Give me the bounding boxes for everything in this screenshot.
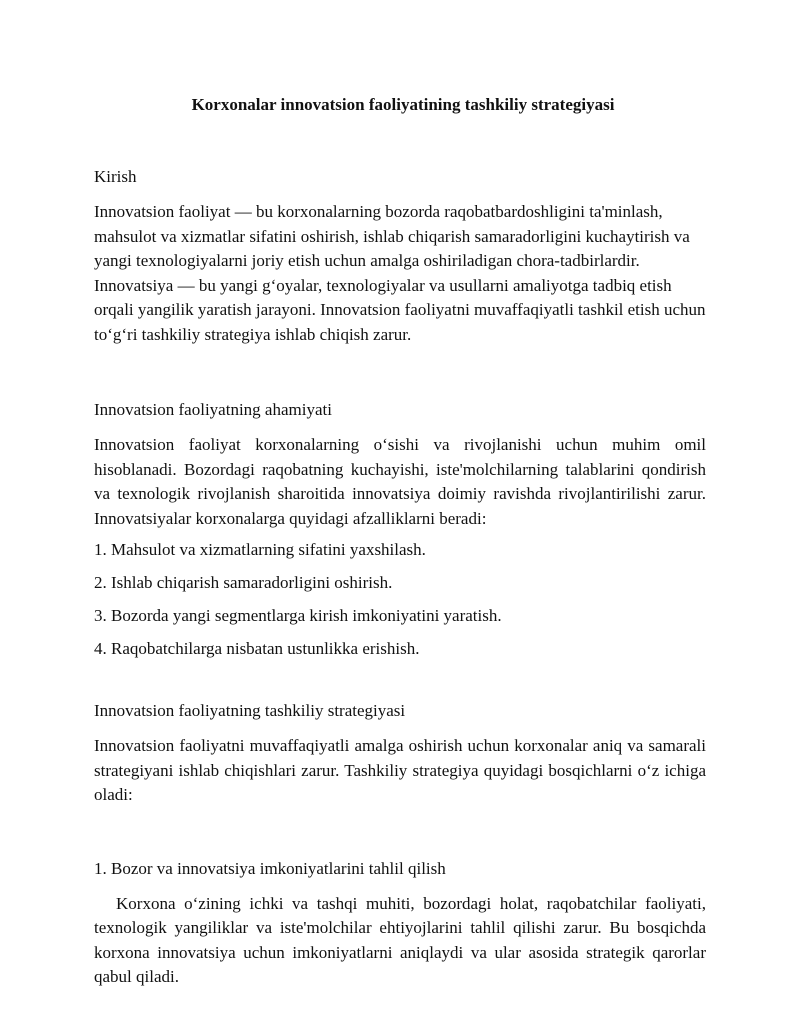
subsection-analysis-heading: 1. Bozor va innovatsiya imkoniyatlarini tahlil qilish bbox=[94, 858, 446, 878]
list-item: 4. Raqobatchilarga nisbatan ustunlikka erishish. bbox=[94, 639, 420, 658]
document-title: Korxonalar innovatsion faoliyatining tashkiliy strategiyasi bbox=[191, 95, 615, 114]
benefits-list bbox=[94, 539, 706, 660]
list-item: 2. Ishlab chiqarish samaradorligini oshirish. bbox=[94, 573, 393, 592]
list-item: 3. Bozorda yangi segmentlarga kirish imkoniyatini yaratish. bbox=[94, 606, 502, 625]
section-strategy-heading: Innovatsion faoliyatning tashkiliy strategiyasi bbox=[94, 701, 406, 720]
section-strategy-paragraph: Innovatsion faoliyatni muvaffaqiyatli amalga oshirish uchun korxonalar aniq va samarali strategiyani ishlab chiqishlari zarur. Tashkiliy strategiya quyidagi bosqichlarni o‘z ichiga oladi: bbox=[94, 736, 706, 804]
section-importance-paragraph: Innovatsion faoliyat korxonalarning o‘sishi va rivojlanishi uchun muhim omil hisoblanadi. Bozordagi raqobatning kuchayishi, iste'molchilarning talablarini qondirish va texnologik rivojlanish sharoitida innovatsiya doimiy ravishda rivojlantirilishi zarur. Innovatsiyalar korxonalarga quyidagi afzalliklarni beradi: bbox=[94, 435, 706, 528]
section-importance-heading: Innovatsion faoliyatning ahamiyati bbox=[94, 400, 332, 419]
subsection-analysis-paragraph: Korxona o‘zining ichki va tashqi muhiti, bozordagi holat, raqobatchilar faoliyati, texnologik yangiliklar va iste'molchilar ehtiyojlarini tahlil qilishi zarur. Bu bosqichda korxona innovatsiya uchun imkoniyatlarni aniqlaydi va ular asosida strategik qarorlar qabul qiladi. bbox=[94, 893, 706, 986]
list-item: 1. Mahsulot va xizmatlarning sifatini yaxshilash. bbox=[94, 540, 426, 559]
intro-heading: Kirish bbox=[94, 167, 137, 186]
intro-paragraph: Innovatsion faoliyat — bu korxonalarning bozorda raqobatbardoshligini ta'minlash, mahsulot va xizmatlar sifatini oshirish, ishlab chiqarish samaradorligini kuchaytirish va yangi texnologiyalarni joriy etish uchun amalga oshiriladigan chora-tadbirlardir. Innovatsiya — bu yangi g‘oyalar, texnologiyalar va usullarni amaliyotga tadbiq etish orqali yangilik yaratish jarayoni. Innovatsion faoliyatni muvaffaqiyatli tashkil etish uchun to‘g‘ri tashkiliy strategiya ishlab chiqish zarur. bbox=[94, 202, 706, 344]
